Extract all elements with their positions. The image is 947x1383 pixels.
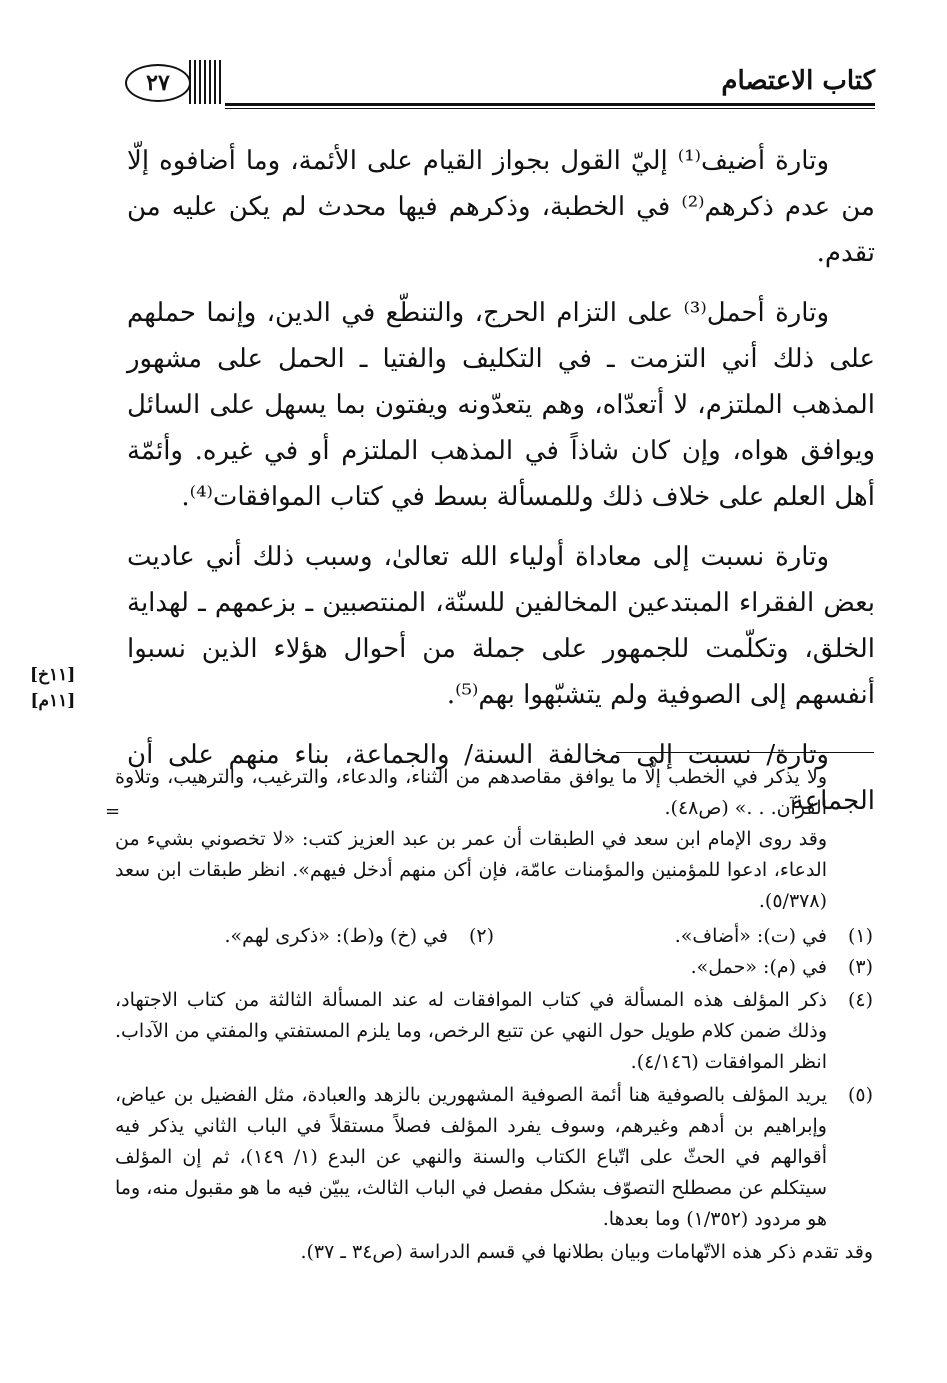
book-title: كتاب الاعتصام <box>721 66 875 96</box>
header-rule <box>225 103 875 106</box>
footnote-number: (٥) <box>847 1084 873 1106</box>
footnote-text: في (خ) و(ط): «ذكرى لهم». <box>224 925 448 947</box>
margin-note-kh: [١١خ] <box>30 665 76 685</box>
footnote-continuation <box>105 762 873 917</box>
header-rule-thin <box>225 108 875 109</box>
footnote-2 <box>115 921 494 952</box>
footnote-text: يريد المؤلف بالصوفية هنا أئمة الصوفية المشهورين بالزهد والعبادة، مثل الفضيل بن عياض، وإبراهيم بن أدهم وغيرهم، وسوف يفرد المؤلف فصلاً مستقلاً في الباب الثاني يذكر فيه أقوالهم في الحثّ على اتّباع الكتاب والسنة والنهي عن البدع (١/ ١٤٩)، ثم إن المؤلف سيتكلم عن مصطلح التصوّف بشكل مفصل في الباب الثالث، يبيّن فيه ما هو مقبول منه، وما هو مردود (١/٣٥٢) وما بعدها. <box>115 1084 827 1230</box>
footnote-text: في (ت): «أضاف». <box>674 925 827 947</box>
paragraph-2: وتارة أحمل⁽³⁾ على التزام الحرج، والتنطّع في الدين، وإنما حملهم على ذلك أني التزمت ـ في التكليف والفتيا ـ الحمل على مشهور المذهب الملتزم، لا أتعدّاه، وهم يتعدّونه ويفتون بما يسهل على السائل ويوافق هواه، وإن كان شاذاً في المذهب الملتزم أو في غيره. وأئمّة أهل العلم على خلاف ذلك وللمسألة بسط في كتاب الموافقات⁽⁴⁾. <box>127 298 875 512</box>
header-ornament <box>189 60 223 104</box>
manuscript-margin-notes <box>30 662 75 714</box>
footnote-5 <box>115 1080 873 1235</box>
page-number: ٢٧ <box>146 70 170 96</box>
footnote-3 <box>115 952 873 983</box>
footnote-separator <box>616 752 874 753</box>
paragraph-3: وتارة نسبت إلى معاداة أولياء الله تعالىٰ، وسبب ذلك أني عاديت بعض الفقراء المبتدعين المخالفين للسنّة، المنتصبين ـ بزعمهم ـ لهداية الخلق، وتكلّمت للجمهور على جملة من أحوال هؤلاء الذين نسبوا أنفسهم إلى الصوفية ولم يتشبّهوا بهم⁽⁵⁾. <box>127 542 875 710</box>
footnote-row-1-2 <box>115 921 873 952</box>
continuation-line-2: وقد روى الإمام ابن سعد في الطبقات أن عمر بن عبد العزيز كتب: «لا تخصوني بشيء من الدعاء، ادعوا للمؤمنين والمؤمنات عامّة، فإن أكن منهم أدخل فيهم». انظر طبقات ابن سعد (٥/٣٧٨). <box>115 828 827 912</box>
main-text <box>127 138 875 838</box>
footnote-5-extra: وقد تقدم ذكر هذه الاتّهامات وبيان بطلانها في قسم الدراسة (ص٣٤ ـ ٣٧). <box>300 1241 873 1263</box>
footnote-number: (٤) <box>847 989 873 1011</box>
continuation-mark: = <box>105 801 121 822</box>
footnote-text: في (م): «حمل». <box>690 956 827 978</box>
footnote-text: ذكر المؤلف هذه المسألة في كتاب الموافقات له عند المسألة الثالثة من كتاب الاجتهاد، وذلك ضمن كلام طويل حول النهي عن تتبع الرخص، وما يلزم المستفتي والمفتي من الآداب. انظر الموافقات (٤/١٤٦). <box>115 989 827 1073</box>
footnote-number: (١) <box>847 925 873 947</box>
continuation-line-1: ولا يذكر في الخطب إلّا ما يوافق مقاصدهم من الثناء، والدعاء، والترغيب، والترهيب، وتلاوة القرآن. . .» (ص٤٨). <box>115 766 827 819</box>
page-number-badge <box>125 64 191 102</box>
footnote-4 <box>115 985 873 1078</box>
margin-note-m: [١١م] <box>30 691 76 711</box>
paragraph-1: وتارة أضيف⁽¹⁾ إليّ القول بجواز القيام على الأئمة، وما أضافوه إلّا من عدم ذكرهم⁽²⁾ في الخطبة، وذكرهم فيها محدث لم يكن عليه من تقدم. <box>127 146 875 268</box>
footnote-1 <box>494 921 873 952</box>
paragraph-4: وتارة/ نسبت إلى مخالفة السنة/ والجماعة، بناء منهم على أن الجماعة <box>127 740 875 816</box>
footnotes <box>105 762 873 1268</box>
page-header <box>125 58 875 110</box>
footnote-number: (٢) <box>468 925 494 947</box>
footnote-number: (٣) <box>847 956 873 978</box>
